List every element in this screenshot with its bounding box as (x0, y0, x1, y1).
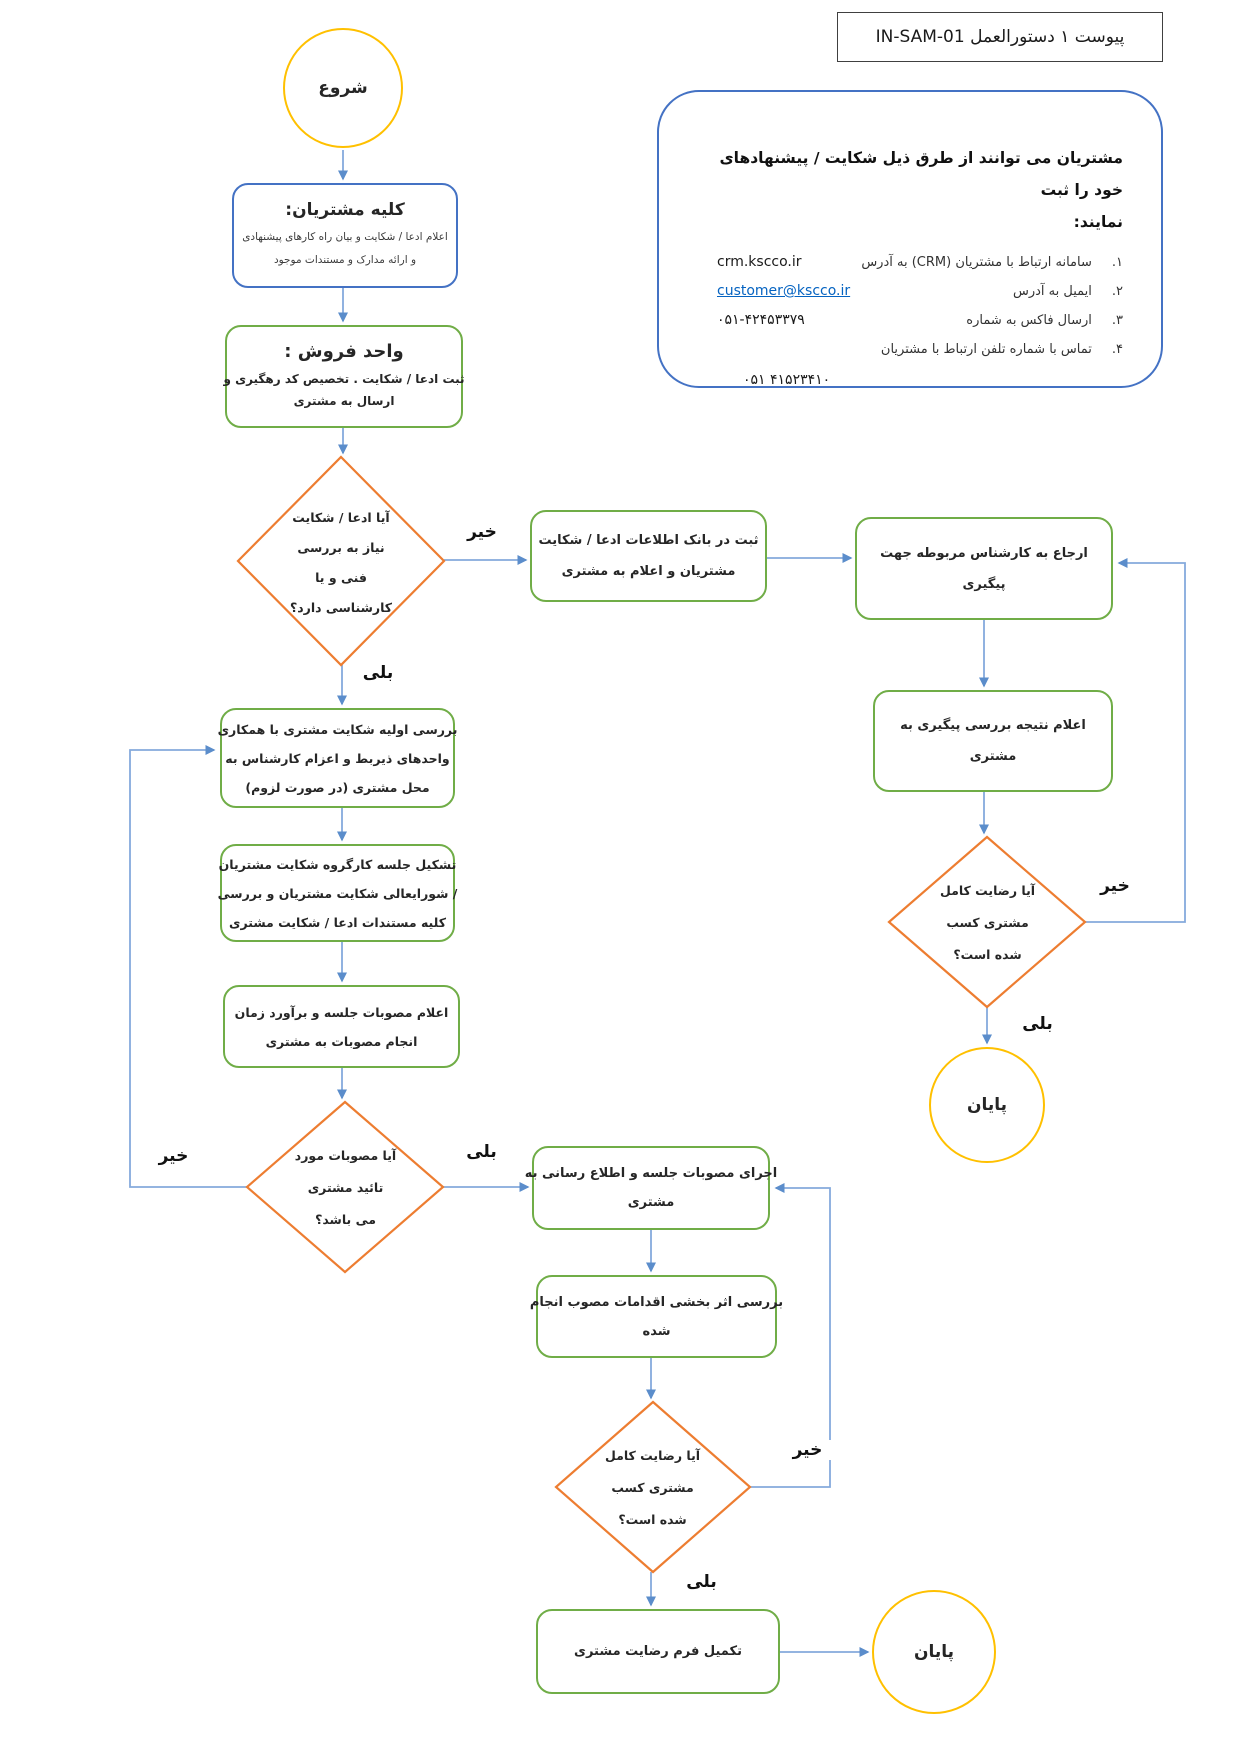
decision-line: شده است؟ (618, 1511, 687, 1527)
decision-line: نیاز به بررسی (297, 539, 385, 555)
info-item-label: سامانه ارتباط با مشتریان (CRM) به آدرس (861, 255, 1092, 270)
end-label: پایان (913, 1642, 955, 1662)
customers-line: اعلام ادعا / شکایت و بیان راه کارهای پیشنهادی (242, 230, 448, 243)
execute-line: مشتری (627, 1195, 675, 1210)
decision-satisfied-bottom-text (565, 1420, 740, 1555)
resolutions-node (223, 985, 460, 1068)
decision-line: شده است؟ (953, 946, 1022, 962)
info-title-line1: مشتریان می توانند از طرق ذیل شکایت / پیشنهادهای خود را ثبت (719, 149, 1123, 199)
committee-node (217, 844, 458, 942)
complete-form-node (536, 1609, 780, 1694)
decision-line: آیا رضایت کامل (939, 882, 1036, 898)
decision-line: مشتری کسب (611, 1479, 694, 1495)
sales-line: ثبت ادعا / شکایت . تخصیص کد رهگیری و (223, 372, 465, 386)
start-label: شروع (318, 78, 368, 98)
initial-review-line: واحدهای ذیربط و اعزام کارشناس به (225, 750, 450, 766)
email-link[interactable]: customer@kscco.ir (717, 283, 851, 299)
resolutions-line: انجام مصوبات به مشتری (265, 1033, 418, 1049)
initial-review-line: بررسی اولیه شکایت مشتری با همکاری (217, 721, 458, 737)
end-right-node (929, 1047, 1045, 1163)
committee-line: / شورایعالی شکایت مشتریان و بررسی (217, 885, 458, 901)
effectiveness-line: بررسی اثر بخشی اقدامات مصوب انجام (529, 1294, 784, 1310)
decision-line: آیا رضایت کامل (604, 1447, 701, 1463)
refer-node (855, 517, 1113, 620)
info-title-line2: نمایند: (1073, 213, 1123, 231)
complete-form-line: تکمیل فرم رضایت مشتری (574, 1644, 742, 1659)
label-no-need-review: خیر (452, 522, 512, 542)
decision-need-review-text (251, 485, 431, 640)
decision-approved-text (258, 1120, 433, 1255)
label-no-satisfied-bottom: خیر (780, 1440, 835, 1460)
register-line: مشتریان و اعلام به مشتری (561, 564, 736, 579)
sales-line: ارسال به مشتری (293, 394, 395, 408)
info-item-number: ۲. (1111, 284, 1123, 299)
customers-node (232, 183, 458, 288)
sales-title: واحد فروش : (284, 341, 404, 362)
customers-title: کلیه مشتریان: (285, 199, 405, 220)
decision-line: می باشد؟ (315, 1211, 376, 1227)
label-yes-need-review: بلی (352, 663, 404, 683)
register-node (530, 510, 767, 602)
info-item-phone (717, 335, 1123, 364)
page-title: پیوست ۱ دستورالعمل IN-SAM-01 (875, 27, 1125, 47)
end-label: پایان (966, 1095, 1008, 1115)
execute-node (524, 1146, 778, 1230)
label-no-satisfied-right: خیر (1085, 876, 1145, 896)
decision-satisfied-right-text (900, 855, 1075, 990)
crm-url: crm.kscco.ir (717, 254, 802, 270)
info-item-number: ۳. (1111, 313, 1123, 328)
info-item-label: تماس با شماره تلفن ارتباط با مشتریان (880, 342, 1092, 357)
decision-line: تائید مشتری (307, 1179, 384, 1195)
announce-result-node (873, 690, 1113, 792)
decision-line: فنی و یا (315, 569, 367, 585)
start-node (283, 28, 403, 148)
info-item-label: ارسال فاکس به شماره (966, 313, 1092, 328)
phone-number: ۰۵۱ ۴۱۵۲۳۴۱۰ (743, 372, 831, 388)
label-yes-satisfied-right: بلی (1010, 1014, 1065, 1034)
refer-line: ارجاع به کارشناس مربوطه جهت پیگیری (880, 545, 1088, 592)
decision-line: کارشناسی دارد؟ (289, 599, 393, 615)
customers-line: و ارائه مدارک و مستندات موجود (273, 253, 417, 266)
label-yes-satisfied-bottom: بلی (674, 1572, 729, 1592)
effectiveness-line: شده (642, 1323, 671, 1339)
committee-line: کلیه مستندات ادعا / شکایت مشتری (228, 914, 447, 930)
info-item-number: ۱. (1111, 255, 1123, 270)
fax-number: ۰۵۱-۴۲۴۵۳۳۷۹ (717, 312, 805, 328)
info-item-label: ایمیل به آدرس (1012, 284, 1092, 299)
decision-line: مشتری کسب (946, 914, 1029, 930)
initial-review-line: محل مشتری (در صورت لزوم) (245, 779, 430, 795)
info-item-number: ۴. (1111, 342, 1123, 357)
info-item-email (717, 277, 1123, 306)
end-bottom-node (872, 1590, 996, 1714)
header-box (837, 12, 1163, 62)
initial-review-node (217, 708, 458, 808)
info-item-crm (717, 248, 1123, 277)
execute-line: اجرای مصوبات جلسه و اطلاع رسانی به (524, 1166, 778, 1181)
register-line: ثبت در بانک اطلاعات ادعا / شکایت (538, 533, 759, 548)
resolutions-line: اعلام مصوبات جلسه و برآورد زمان (234, 1004, 449, 1020)
info-item-fax (717, 306, 1123, 335)
sales-node (225, 325, 463, 428)
effectiveness-node (529, 1275, 784, 1358)
decision-line: آیا مصوبات مورد (294, 1147, 397, 1163)
announce-result-line: اعلام نتیجه بررسی پیگیری به مشتری (900, 718, 1086, 764)
edge-decision2-no-loop-to-initial-review (130, 750, 247, 1187)
label-yes-approved: بلی (454, 1142, 509, 1162)
committee-line: تشکیل جلسه کارگروه شکایت مشتریان (218, 856, 457, 872)
label-no-approved: خیر (146, 1146, 201, 1166)
contact-info-panel (657, 90, 1163, 388)
decision-line: آیا ادعا / شکایت (292, 509, 390, 525)
